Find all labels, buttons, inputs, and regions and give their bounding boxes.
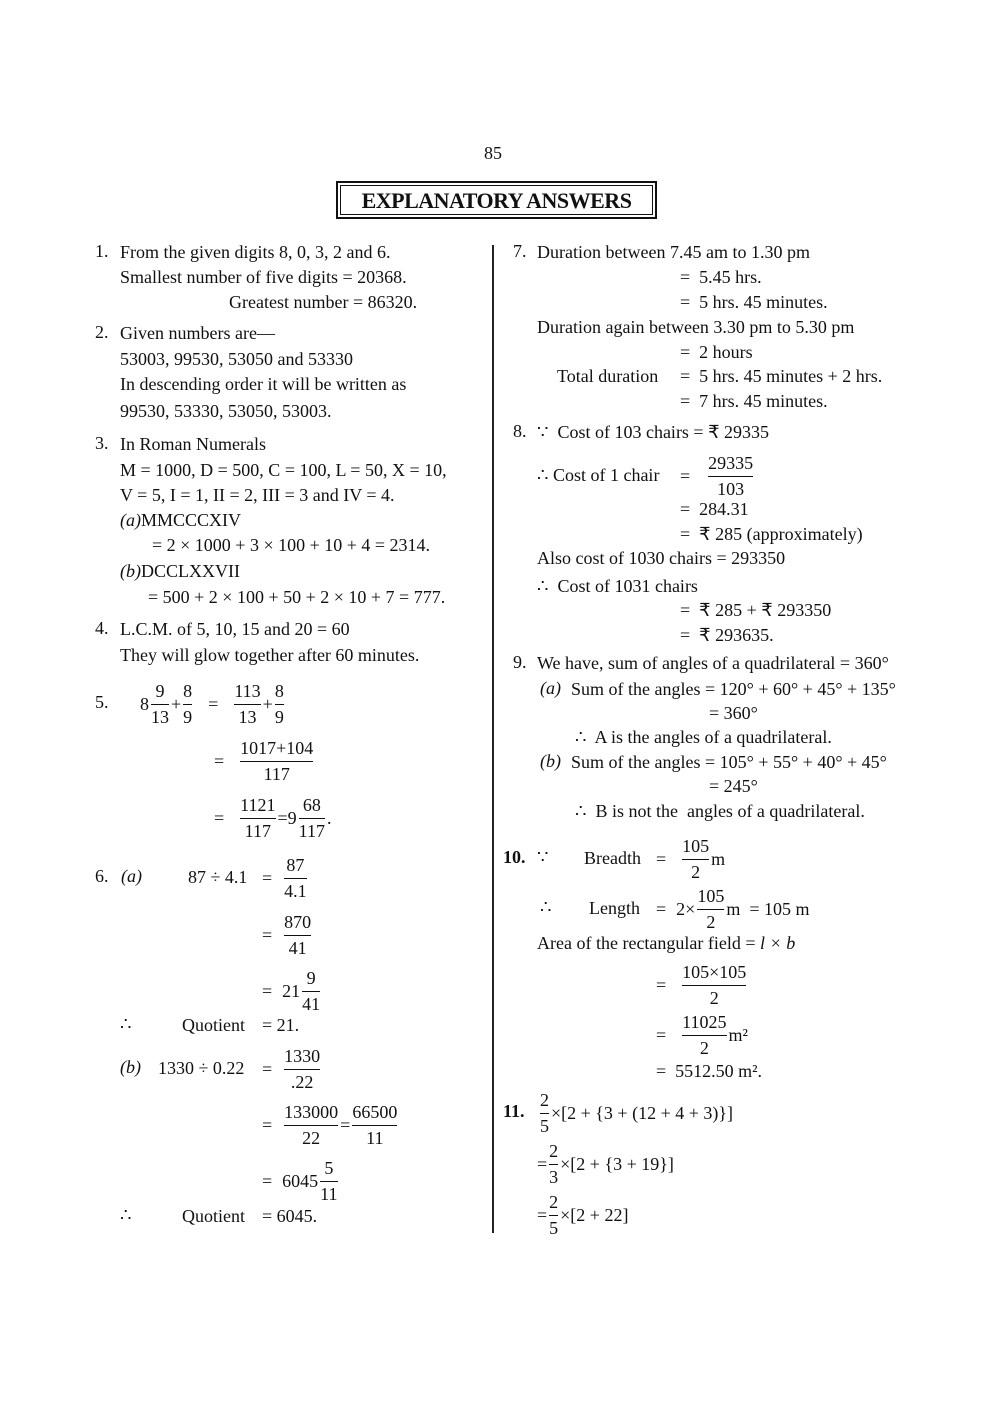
numerator: 2 xyxy=(549,1140,559,1161)
equals: = xyxy=(262,980,273,1001)
denominator: 11 xyxy=(352,1125,397,1151)
equals: = xyxy=(656,1024,667,1045)
numerator: 2 xyxy=(540,1089,549,1110)
answer-line: = 500 + 2 × 100 + 50 + 2 × 10 + 7 = 777. xyxy=(148,586,446,607)
answer-number: 5. xyxy=(95,692,109,712)
denominator: 2 xyxy=(682,859,709,885)
denominator: 103 xyxy=(708,476,753,502)
denominator: 2 xyxy=(682,985,746,1011)
result: m = 105 m xyxy=(726,898,810,919)
because-symbol: ∵ xyxy=(537,847,549,867)
unit: m xyxy=(711,848,726,869)
equals: = xyxy=(214,807,225,828)
roman-numeral: MMCCCXIV xyxy=(141,509,242,530)
answer-line: M = 1000, D = 500, C = 100, L = 50, X = 10, xyxy=(120,459,447,480)
whole-part: 21 xyxy=(282,980,301,1001)
answer-line: ∴ B is not the angles of a quadrilateral. xyxy=(575,800,865,821)
denominator: 9 xyxy=(183,704,192,730)
fraction xyxy=(240,736,313,787)
answer-line xyxy=(120,560,240,582)
whole-part: 9 xyxy=(287,807,297,828)
numerator: 87 xyxy=(286,854,305,875)
area-formula: l × b xyxy=(760,932,796,953)
equals: = xyxy=(262,1114,273,1135)
numerator: 1017+104 xyxy=(240,737,314,758)
answer-number: 9. xyxy=(513,652,527,672)
denominator: 9 xyxy=(275,704,284,730)
answer-line: Duration between 7.45 am to 1.30 pm xyxy=(537,241,810,262)
numerator: 870 xyxy=(284,911,312,932)
answer-line: = 6045. xyxy=(262,1205,318,1226)
answer-line: Smallest number of five digits = 20368. xyxy=(120,266,407,287)
fraction xyxy=(540,1088,549,1139)
denominator: 117 xyxy=(299,818,325,844)
answer-line: = 360° xyxy=(709,702,758,723)
denominator: 117 xyxy=(240,761,313,787)
numerator: 66500 xyxy=(352,1101,398,1122)
denominator: 41 xyxy=(284,935,311,961)
numerator: 9 xyxy=(155,680,165,701)
equals: = xyxy=(537,1204,548,1225)
part-label: (a) xyxy=(121,866,142,886)
answer-number: 8. xyxy=(513,421,527,441)
math-line xyxy=(262,1098,399,1152)
equals: = xyxy=(537,1153,548,1174)
part-label: (b) xyxy=(540,751,561,771)
answer-number: 2. xyxy=(95,322,109,342)
answer-line: 53003, 99530, 53050 and 53330 xyxy=(120,348,353,369)
fraction xyxy=(352,1100,397,1151)
equals: = xyxy=(340,1114,351,1135)
answer-line: Breadth xyxy=(584,847,641,868)
answer-line: = 5 hrs. 45 minutes. xyxy=(680,291,828,312)
answer-number: 1. xyxy=(95,241,109,261)
math-line xyxy=(262,1042,322,1096)
denominator: 117 xyxy=(240,818,275,844)
answer-line: Quotient xyxy=(182,1014,245,1035)
numerator: 9 xyxy=(306,967,316,988)
math-line xyxy=(656,958,748,1012)
numerator: 1121 xyxy=(240,794,276,815)
math-line xyxy=(656,832,725,886)
answer-line: Sum of the angles = 105° + 55° + 40° + 45° xyxy=(571,751,887,772)
page-title: EXPLANATORY ANSWERS xyxy=(336,181,657,219)
answer-line: 99530, 53330, 53050, 53003. xyxy=(120,400,332,421)
answer-line: Greatest number = 86320. xyxy=(229,291,418,312)
numerator: 11025 xyxy=(682,1011,727,1032)
equals: = xyxy=(214,750,225,771)
math-line xyxy=(214,734,315,788)
equals: = xyxy=(680,465,691,486)
answer-line: Also cost of 1030 chairs = 293350 xyxy=(537,547,786,568)
math-line xyxy=(538,1086,733,1140)
numerator: 105 xyxy=(682,835,710,856)
therefore-symbol: ∴ xyxy=(120,1205,132,1225)
answer-line: = 21. xyxy=(262,1014,300,1035)
denominator: .22 xyxy=(284,1069,320,1095)
numerator: 113 xyxy=(234,680,261,701)
fraction xyxy=(284,1044,320,1095)
answer-number: 7. xyxy=(513,241,527,261)
math-line xyxy=(140,677,286,731)
fraction xyxy=(682,834,709,885)
answer-line: In Roman Numerals xyxy=(120,433,266,454)
answer-line: = ₹ 285 + ₹ 293350 xyxy=(680,599,832,620)
equals: = xyxy=(262,924,273,945)
math-line xyxy=(214,791,332,845)
fraction xyxy=(151,679,169,730)
answer-line: L.C.M. of 5, 10, 15 and 20 = 60 xyxy=(120,618,350,639)
answer-line: ∴ Cost of 1 chair xyxy=(537,464,660,485)
fraction xyxy=(697,884,724,935)
math-line xyxy=(262,964,322,1018)
therefore-symbol: ∴ xyxy=(120,1014,132,1034)
column-divider xyxy=(492,245,494,1233)
part-label: (b) xyxy=(120,560,141,581)
area-label: Area of the rectangular field = xyxy=(537,932,761,953)
answer-line: = 7 hrs. 45 minutes. xyxy=(680,390,828,411)
fraction xyxy=(284,910,311,961)
numerator: 29335 xyxy=(708,452,754,473)
numerator: 68 xyxy=(302,794,321,815)
fraction xyxy=(549,1139,558,1190)
answer-number: 6. xyxy=(95,866,109,886)
denominator: 22 xyxy=(284,1125,338,1151)
math-expression: 1330 ÷ 0.22 xyxy=(158,1057,245,1078)
answer-line: = 5.45 hrs. xyxy=(680,266,762,287)
math-line xyxy=(680,449,755,503)
roman-numeral: DCCLXXVII xyxy=(141,560,240,581)
fraction xyxy=(549,1190,558,1241)
math-line xyxy=(262,1154,340,1208)
math-line xyxy=(537,1137,674,1191)
numerator: 8 xyxy=(274,680,284,701)
answer-line: ∴ A is the angles of a quadrilateral. xyxy=(575,726,832,747)
fraction xyxy=(183,679,192,730)
numerator: 133000 xyxy=(284,1101,339,1122)
part-label: (b) xyxy=(120,1057,141,1077)
answer-number: 11. xyxy=(503,1101,525,1121)
answer-number: 3. xyxy=(95,433,109,453)
answer-line xyxy=(120,509,241,531)
fraction xyxy=(682,960,746,1011)
answer-number: 10. xyxy=(503,847,526,867)
numerator: 2 xyxy=(549,1191,559,1212)
fraction xyxy=(284,1100,338,1151)
numerator: 105 xyxy=(697,885,725,906)
answer-line: = 5512.50 m². xyxy=(656,1060,763,1081)
denominator: 5 xyxy=(540,1113,549,1139)
answer-line: = 284.31 xyxy=(680,498,749,519)
fraction xyxy=(302,966,320,1017)
denominator: 4.1 xyxy=(284,878,307,904)
answer-line: ∴ Cost of 1031 chairs xyxy=(537,575,698,596)
multiplier: 2× xyxy=(676,898,696,919)
fraction xyxy=(284,853,307,904)
fraction xyxy=(682,1010,726,1061)
math-expression: ×[2 + 22] xyxy=(560,1204,629,1225)
whole-part: 8 xyxy=(140,693,149,714)
fraction xyxy=(275,679,284,730)
operator: + xyxy=(171,693,182,714)
page-number: 85 xyxy=(484,143,502,163)
denominator: 2 xyxy=(697,909,724,935)
math-line xyxy=(262,908,313,962)
denominator: 3 xyxy=(549,1164,558,1190)
answer-line: Given numbers are— xyxy=(120,322,275,343)
unit: m² xyxy=(728,1024,748,1045)
denominator: 41 xyxy=(302,991,320,1017)
denominator: 11 xyxy=(320,1181,337,1207)
math-expression: ×[2 + {3 + 19}] xyxy=(560,1153,674,1174)
fraction xyxy=(240,793,275,844)
answer-line: From the given digits 8, 0, 3, 2 and 6. xyxy=(120,241,391,262)
answer-line: V = 5, I = 1, II = 2, III = 3 and IV = 4. xyxy=(120,484,395,505)
fraction xyxy=(299,793,325,844)
math-line xyxy=(656,1008,748,1062)
answer-line: = 2 hours xyxy=(680,341,753,362)
answer-line: Sum of the angles = 120° + 60° + 45° + 135° xyxy=(571,678,896,699)
equals: = xyxy=(656,898,667,919)
equals: = xyxy=(262,1058,273,1079)
answer-line: Duration again between 3.30 pm to 5.30 pm xyxy=(537,316,855,337)
answer-number: 4. xyxy=(95,618,109,638)
equals: = xyxy=(277,807,288,828)
answer-line: = ₹ 285 (approximately) xyxy=(680,523,863,544)
fraction xyxy=(320,1156,337,1207)
answer-line xyxy=(537,932,795,954)
answer-line: = 245° xyxy=(709,775,758,796)
fraction xyxy=(708,451,753,502)
denominator: 2 xyxy=(682,1035,726,1061)
answer-line: Total duration xyxy=(557,365,659,386)
part-label: (a) xyxy=(540,678,561,698)
answer-line: = ₹ 293635. xyxy=(680,624,774,645)
numerator: 1330 xyxy=(284,1045,321,1066)
whole-part: 6045 xyxy=(282,1170,319,1191)
answer-line: They will glow together after 60 minutes. xyxy=(120,644,420,665)
denominator: 5 xyxy=(549,1215,558,1241)
equals: = xyxy=(656,974,667,995)
fraction xyxy=(234,679,260,730)
answer-line: = 5 hrs. 45 minutes + 2 hrs. xyxy=(680,365,883,386)
therefore-symbol: ∴ xyxy=(540,897,552,917)
denominator: 13 xyxy=(234,704,260,730)
math-expression: ×[2 + {3 + (12 + 4 + 3)}] xyxy=(551,1102,734,1123)
equals: = xyxy=(262,867,273,888)
math-line xyxy=(262,851,309,905)
part-label: (a) xyxy=(120,509,141,530)
equals: = xyxy=(208,693,219,714)
equals: = xyxy=(656,848,667,869)
answer-line: ∵ Cost of 103 chairs = ₹ 29335 xyxy=(537,421,770,442)
answer-line: We have, sum of angles of a quadrilateral = 360° xyxy=(537,652,889,673)
math-expression: 87 ÷ 4.1 xyxy=(188,866,248,887)
math-line xyxy=(537,1188,628,1242)
numerator: 5 xyxy=(324,1157,334,1178)
answer-line: = 2 × 1000 + 3 × 100 + 10 + 4 = 2314. xyxy=(152,534,431,555)
answer-line: In descending order it will be written as xyxy=(120,373,407,394)
denominator: 13 xyxy=(151,704,169,730)
period: . xyxy=(327,807,332,828)
numerator: 105×105 xyxy=(682,961,747,982)
math-line xyxy=(656,882,809,936)
numerator: 8 xyxy=(183,680,193,701)
equals: = xyxy=(262,1170,273,1191)
answer-line: Quotient xyxy=(182,1205,245,1226)
operator: + xyxy=(262,693,273,714)
answer-line: Length xyxy=(589,897,640,918)
